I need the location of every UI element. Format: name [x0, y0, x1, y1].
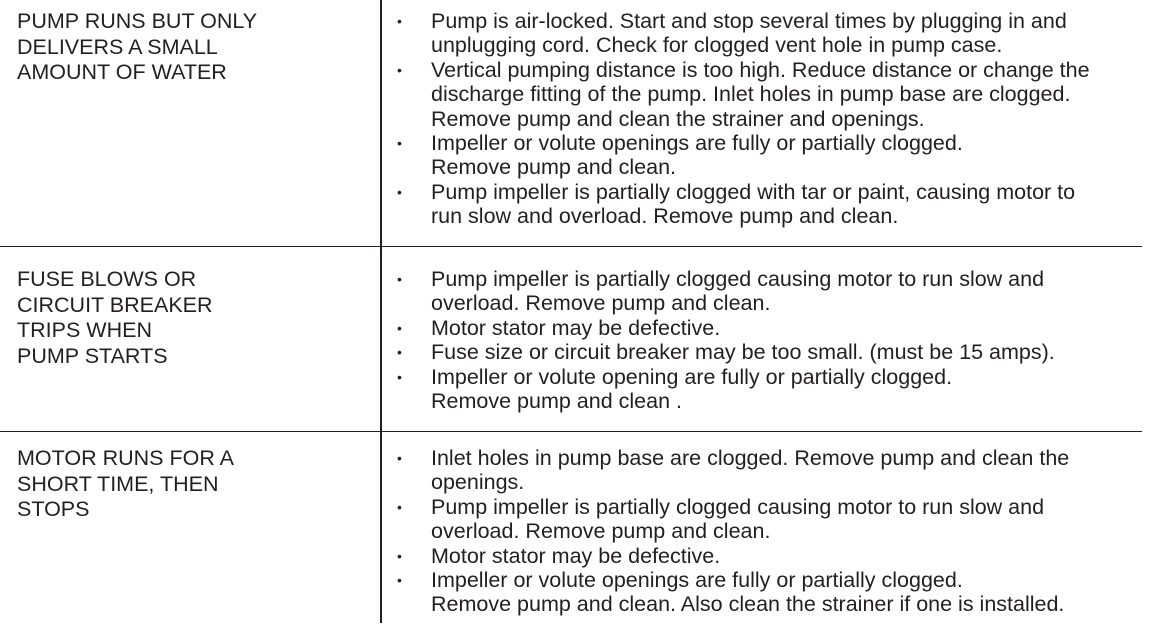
list-item	[397, 544, 1157, 568]
list-item	[397, 58, 1157, 131]
remedy-text: Motor stator may be defective.	[431, 315, 721, 340]
bullet-icon: •	[397, 344, 402, 361]
problem-cell: FUSE BLOWS OR CIRCUIT BREAKER TRIPS WHEN PUMP STARTS	[17, 267, 213, 368]
bullet-icon: •	[397, 61, 402, 78]
column-divider	[380, 0, 382, 623]
list-item	[397, 131, 1157, 180]
list-item	[397, 446, 1157, 495]
remedy-text: Pump impeller is partially clogged causing motor to run slow and overload. Remove pump and clean.	[431, 267, 1045, 316]
remedy-list	[397, 446, 1157, 617]
bullet-icon: •	[397, 319, 402, 336]
bullet-icon: •	[397, 135, 402, 152]
bullet-icon: •	[397, 271, 402, 287]
remedy-list	[397, 9, 1157, 229]
remedy-text: Impeller or volute openings are fully or partially clogged. Remove pump and clean.	[431, 131, 963, 180]
list-item	[397, 365, 1157, 414]
list-item	[397, 340, 1157, 364]
row-divider	[0, 431, 1142, 433]
remedy-text: Impeller or volute openings are fully or partially clogged. Remove pump and clean. Also clean the strainer if one is installed.	[431, 568, 1065, 617]
bullet-icon: •	[397, 498, 402, 515]
remedy-text: Impeller or volute opening are fully or partially clogged. Remove pump and clean .	[431, 364, 953, 414]
remedy-text: Pump impeller is partially clogged causing motor to run slow and overload. Remove pump and clean.	[431, 494, 1045, 544]
bullet-icon: •	[397, 572, 402, 589]
list-item	[397, 180, 1157, 229]
remedy-text: Motor stator may be defective.	[431, 543, 721, 568]
row-divider	[0, 246, 1142, 248]
remedy-text: Pump is air-locked. Start and stop several times by plugging in and unplugging cord. Check for clogged vent hole in pump case.	[431, 9, 1067, 58]
list-item	[397, 316, 1157, 340]
remedy-list	[397, 267, 1157, 413]
bullet-icon: •	[397, 547, 402, 564]
remedy-text: Pump impeller is partially clogged with tar or paint, causing motor to run slow and overload. Remove pump and clean.	[431, 179, 1076, 229]
remedy-text: Vertical pumping distance is too high. Reduce distance or change the discharge fitting of the pump. Inlet holes in pump base are clogged. Remove pump and clean the strainer and openings.	[431, 57, 1090, 131]
bullet-icon: •	[397, 450, 402, 466]
problem-cell: PUMP RUNS BUT ONLY DELIVERS A SMALL AMOUNT OF WATER	[17, 9, 258, 84]
remedy-text: Inlet holes in pump base are clogged. Remove pump and clean the openings.	[431, 446, 1070, 495]
bullet-icon: •	[397, 368, 402, 385]
bullet-icon: •	[397, 13, 402, 29]
list-item	[397, 495, 1157, 544]
bullet-icon: •	[397, 183, 402, 200]
list-item	[397, 9, 1157, 58]
list-item	[397, 267, 1157, 316]
problem-cell: MOTOR RUNS FOR A SHORT TIME, THEN STOPS	[17, 446, 235, 521]
list-item	[397, 568, 1157, 617]
remedy-text: Fuse size or circuit breaker may be too small. (must be 15 amps).	[431, 340, 1055, 365]
